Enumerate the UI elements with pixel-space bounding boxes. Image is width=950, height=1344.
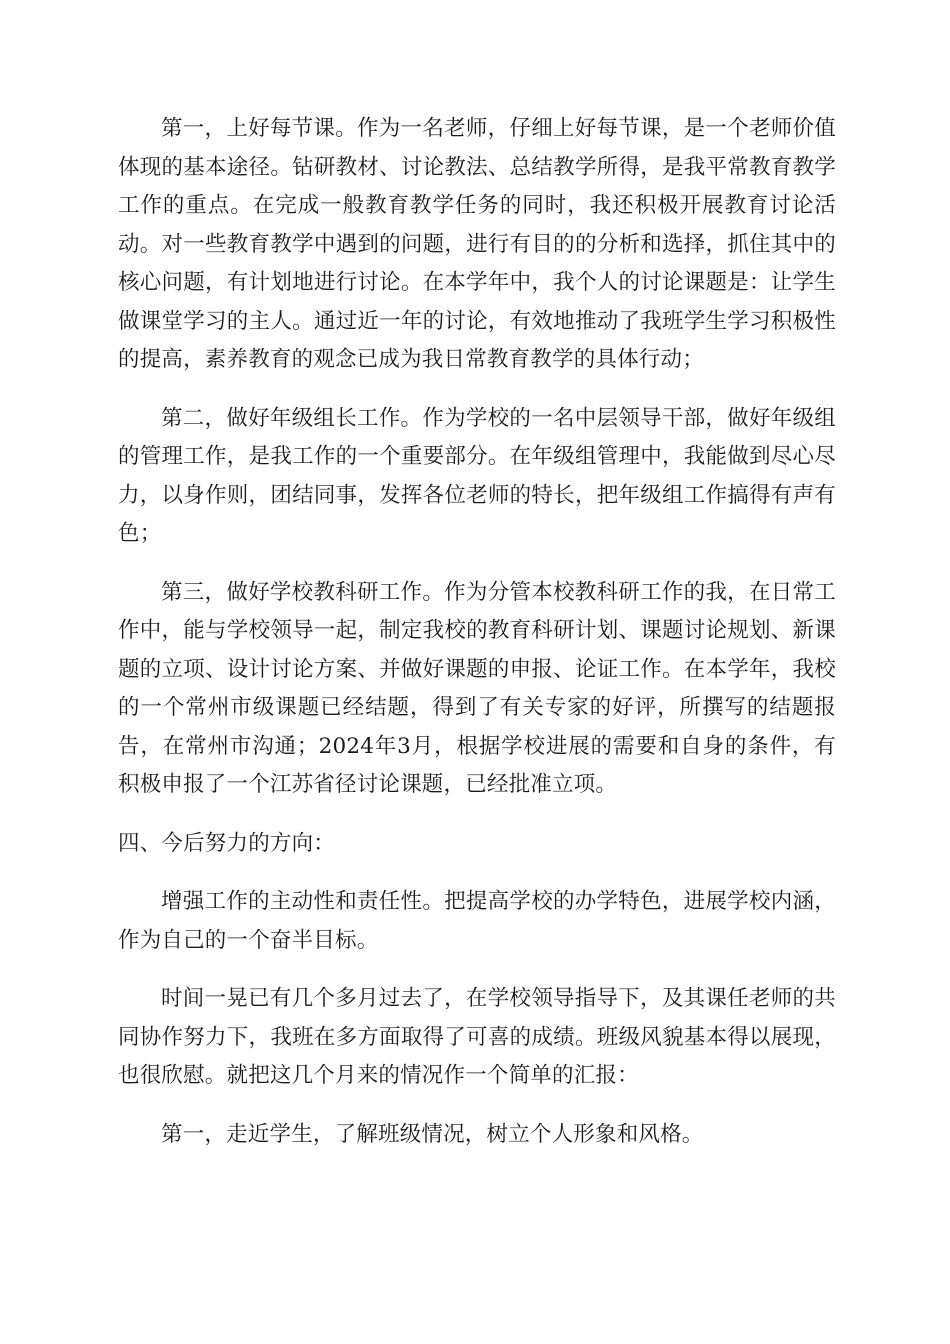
paragraph-gap <box>118 380 836 400</box>
paragraph-teaching: 第一，上好每节课。作为一名老师，仔细上好每节课，是一个老师价值体现的基本途径。钻研教材、讨论教法、总结教学所得，是我平常教育教学工作的重点。在完成一般教育教学任务的同时，我还积极开展教育讨论活动。对一些教育教学中遇到的问题，进行有目的的分析和选择，抓住其中的核心问题，有计划地进行讨论。在本学年中，我个人的讨论课题是：让学生做课堂学习的主人。通过近一年的讨论，有效地推动了我班学生学习积极性的提高，素养教育的观念已成为我日常教育教学的具体行动； <box>118 116 836 372</box>
paragraph-research: 第三，做好学校教科研工作。作为分管本校教科研工作的我，在日常工作中，能与学校领导一起，制定我校的教育科研计划、课题讨论规划、新课题的立项、设计讨论方案、并做好课题的申报、论证工作。在本学年，我校的一个常州市级课题已经结题，得到了有关专家的好评，所撰写的结题报告，在常州市沟通；2024年3月，根据学校进展的需要和自身的条件，有积极申报了一个江苏省径讨论课题，已经批准立项。 <box>118 579 836 797</box>
paragraph-gap <box>118 554 836 574</box>
paragraph-goal: 增强工作的主动性和责任性。把提高学校的办学特色，进展学校内涵，作为自己的一个奋半目标。 <box>118 889 836 953</box>
paragraph-gap <box>118 863 836 883</box>
document-body <box>118 110 836 1154</box>
paragraph-gap <box>118 805 836 825</box>
paragraph-summary: 时间一晃已有几个多月过去了，在学校领导指导下，及其课任老师的共同协作努力下，我班在多方面取得了可喜的成绩。班级风貌基本得以展现，也很欣慰。就把这几个月来的情况作一个简单的汇报： <box>118 986 836 1088</box>
paragraph-gap <box>118 1096 836 1116</box>
paragraph-first-point: 第一，走近学生，了解班级情况，树立个人形象和风格。 <box>161 1121 704 1147</box>
section-heading-future: 四、今后努力的方向： <box>118 830 336 856</box>
paragraph-grade-leader: 第二，做好年级组长工作。作为学校的一名中层领导干部，做好年级组的管理工作，是我工作的一个重要部分。在年级组管理中，我能做到尽心尽力，以身作则，团结同事，发挥各位老师的特长，把年级组工作搞得有声有色； <box>118 405 836 546</box>
paragraph-gap <box>118 960 836 980</box>
